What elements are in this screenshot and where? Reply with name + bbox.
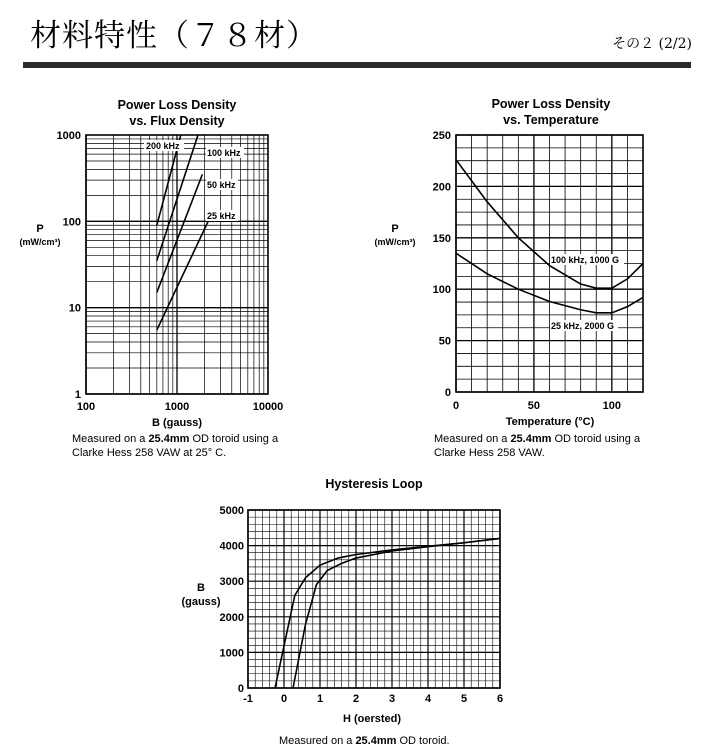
x-tick-label: 100: [76, 401, 96, 413]
x-tick-label: 100: [602, 400, 622, 412]
x-tick-label: 0: [452, 400, 460, 412]
y-axis-label: P: [36, 223, 44, 235]
series-line: [293, 538, 500, 688]
x-tick-label: 6: [496, 693, 504, 705]
caption-bold: 25.4mm: [148, 433, 190, 445]
x-axis-label: Temperature (°C): [505, 416, 595, 428]
y-axis-unit: (mW/cm³): [374, 237, 416, 247]
page-number: その２ (2/2): [612, 36, 692, 52]
x-tick-label: 4: [424, 693, 432, 705]
caption-text: Measured on a: [279, 735, 356, 747]
chart-subtitle: vs. Flux Density: [129, 114, 225, 128]
caption-text: OD toroid.: [396, 735, 450, 747]
x-tick-label: 0: [280, 693, 288, 705]
x-tick-label: 50: [527, 400, 541, 412]
y-axis-unit: (gauss): [181, 596, 221, 608]
y-tick-label: 50: [438, 335, 451, 348]
series-label: 100 kHz: [207, 148, 241, 158]
x-tick-label: 1: [316, 693, 324, 705]
y-axis-unit: (mW/cm³): [19, 237, 61, 247]
y-tick-label: 1000: [56, 130, 81, 142]
x-tick-label: 3: [388, 693, 396, 705]
chart3-caption: [279, 734, 450, 748]
series-label: 25 kHz, 2000 G: [551, 321, 615, 331]
chart-title: Power Loss Density: [117, 98, 237, 112]
chart-title: Power Loss Density: [491, 97, 611, 111]
caption-text: Measured on a: [72, 433, 149, 445]
y-tick-label: 100: [62, 216, 81, 229]
y-tick-label: 3000: [219, 576, 244, 589]
caption-text: OD toroid using a: [189, 433, 279, 445]
x-axis-label: B (gauss): [151, 417, 203, 429]
series-label: 200 kHz: [146, 141, 180, 151]
x-tick-label: -1: [243, 693, 253, 705]
caption-text: OD toroid using a: [551, 433, 641, 445]
series-label: 25 kHz: [207, 211, 236, 221]
chart2-caption: [434, 432, 640, 460]
y-tick-label: 4000: [219, 540, 244, 553]
x-tick-label: 5: [460, 693, 468, 705]
y-tick-label: 100: [432, 284, 451, 297]
plot-frame: [248, 510, 500, 688]
chart1-caption: [72, 432, 278, 460]
y-tick-label: 2000: [219, 611, 244, 624]
page-title: 材料特性（７８材）: [30, 18, 318, 54]
x-axis-label: H (oersted): [342, 713, 402, 725]
caption-bold: 25.4mm: [510, 433, 552, 445]
y-tick-label: 200: [432, 181, 451, 194]
y-axis-label: P: [391, 223, 399, 235]
chart-title: Hysteresis Loop: [325, 477, 423, 491]
x-tick-label: 10000: [252, 401, 284, 413]
y-tick-label: 0: [237, 683, 244, 695]
caption-bold: 25.4mm: [355, 735, 397, 747]
y-tick-label: 5000: [219, 505, 244, 517]
caption-line2: Clarke Hess 258 VAW.: [434, 447, 545, 459]
y-tick-label: 1: [74, 389, 81, 401]
y-tick-label: 150: [432, 232, 451, 245]
chart-subtitle: vs. Temperature: [503, 113, 599, 127]
y-tick-label: 10: [68, 302, 81, 315]
caption-text: Measured on a: [434, 433, 511, 445]
series-label: 100 kHz, 1000 G: [551, 255, 620, 265]
y-tick-label: 0: [444, 387, 451, 399]
y-tick-label: 250: [432, 130, 451, 142]
x-tick-label: 2: [352, 693, 360, 705]
series-label: 50 kHz: [207, 180, 236, 190]
y-tick-label: 1000: [219, 647, 244, 660]
y-axis-label: B: [197, 582, 205, 594]
x-tick-label: 1000: [164, 401, 190, 413]
caption-line2: Clarke Hess 258 VAW at 25° C.: [72, 447, 227, 459]
